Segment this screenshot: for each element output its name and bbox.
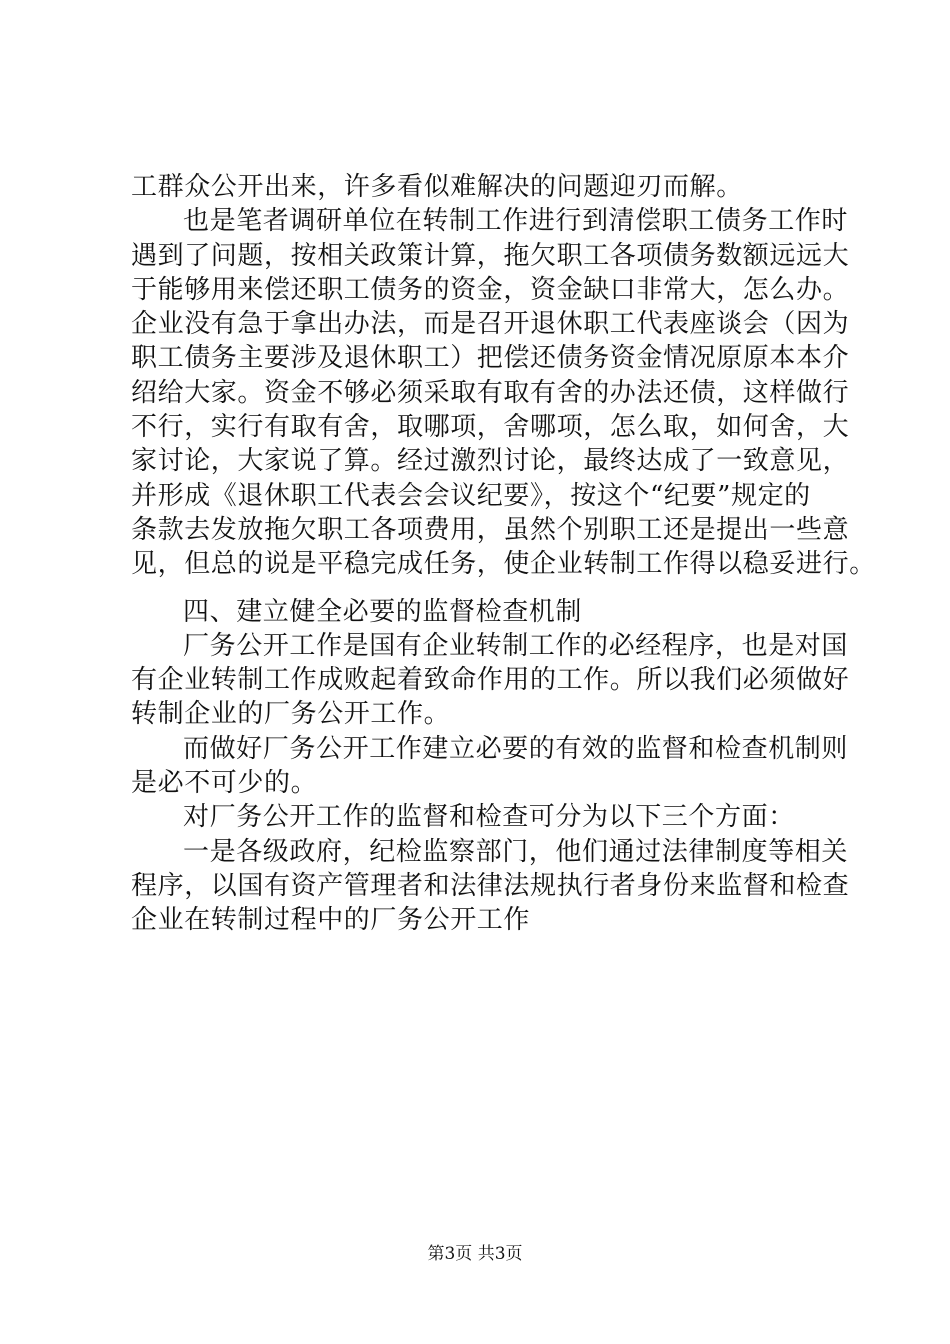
text-line: 工群众公开出来，许多看似难解决的问题迎刃而解。 (131, 172, 743, 202)
paragraph (131, 629, 851, 732)
text-line: 是必不可少的。 (131, 768, 318, 799)
text-line: 遇到了问题，按相关政策计算，拖欠职工各项债务数额远远大 (131, 240, 850, 271)
paragraph-gap (131, 582, 851, 595)
paragraph (131, 800, 851, 834)
text-line: 程序，以国有资产管理者和法律法规执行者身份来监督和检查 (131, 870, 850, 901)
page-number-footer: 第3页 共3页 (427, 1244, 523, 1264)
paragraph (131, 204, 876, 581)
section-heading: 四、建立健全必要的监督检查机制 (183, 596, 583, 627)
text-line: 家讨论，大家说了算。经过激烈讨论，最终达成了一致意见， (131, 446, 850, 477)
document-body (131, 170, 876, 938)
paragraph (131, 835, 851, 938)
text-line: 绍给大家。资金不够必须采取有取有舍的办法还债，这样做行 (131, 377, 850, 408)
text-line: 厂务公开工作是国有企业转制工作的必经程序，也是对国 (183, 630, 849, 661)
text-line: 于能够用来偿还职工债务的资金，资金缺口非常大，怎么办。 (131, 274, 850, 305)
text-line: 不行，实行有取有舍，取哪项，舍哪项，怎么取，如何舍，大 (131, 412, 850, 443)
text-line: 企业没有急于拿出办法，而是召开退休职工代表座谈会（因为 (131, 309, 850, 340)
text-line: 转制企业的厂务公开工作。 (131, 699, 451, 730)
paragraph (131, 732, 851, 801)
text-line: 企业在转制过程中的厂务公开工作 (131, 905, 531, 936)
text-line: 有企业转制工作成败起着致命作用的工作。所以我们必须做好 (131, 665, 850, 696)
paragraph (131, 170, 851, 204)
text-line: 对厂务公开工作的监督和检查可分为以下三个方面： (183, 802, 795, 833)
text-line: 也是笔者调研单位在转制工作进行到清偿职工债务工作时 (183, 206, 849, 237)
text-line: 并形成《退休职工代表会会议纪要》，按这个“纪要”规定的 (131, 480, 811, 511)
text-line: 条款去发放拖欠职工各项费用，虽然个别职工还是提出一些意 (131, 514, 850, 545)
text-line: 见，但总的说是平稳完成任务，使企业转制工作得以稳妥进行。 (131, 549, 876, 580)
text-line: 职工债务主要涉及退休职工）把偿还债务资金情况原原本本介 (131, 343, 850, 374)
text-line: 一是各级政府，纪检监察部门，他们通过法律制度等相关 (183, 836, 849, 867)
text-line: 而做好厂务公开工作建立必要的有效的监督和检查机制则 (183, 733, 849, 764)
